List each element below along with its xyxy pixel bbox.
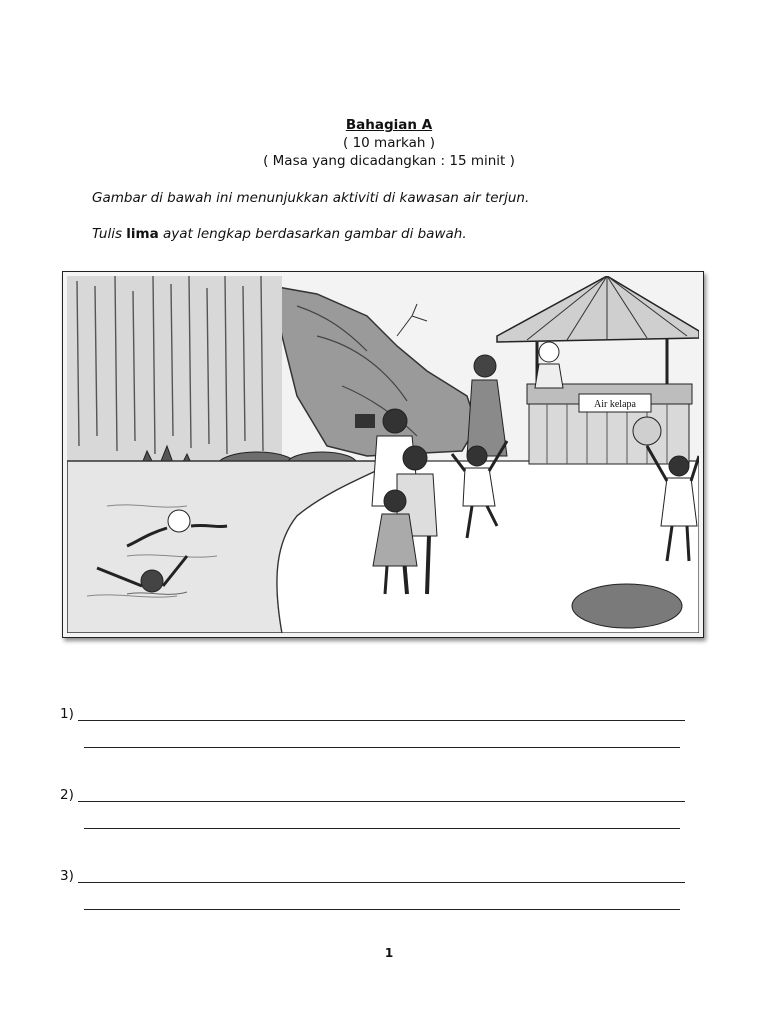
time-text: ( Masa yang dicadangkan : 15 minit ) [263,153,515,169]
marks-text: ( 10 markah ) [343,135,435,151]
answer-label-2: 2) [60,787,74,803]
answer-label-3: 3) [60,868,74,884]
bush [572,584,682,628]
answer-label-1: 1) [60,706,74,722]
answer-line[interactable] [78,882,685,883]
emphasis-word: lima [126,226,159,242]
answer-line[interactable] [78,720,685,721]
page-number: 1 [384,946,394,960]
answer-line[interactable] [84,909,680,910]
answer-line[interactable] [84,828,680,829]
vendor-figure [535,342,563,388]
section-header [0,116,768,170]
waterfall [67,276,282,461]
answer-line[interactable] [78,801,685,802]
section-title: Bahagian A [345,117,433,133]
answer-line[interactable] [84,747,680,748]
instruction-line-2: Tulis lima ayat lengkap berdasarkan gambar di bawah. [92,226,467,242]
ball [633,417,661,445]
instruction-line-1: Gambar di bawah ini menunjukkan aktiviti di kawasan air terjun. [92,190,530,206]
waterfall-scene-image [67,276,699,633]
stall-sign-text: Air kelapa [594,399,636,410]
waterfall-illustration [62,271,704,638]
